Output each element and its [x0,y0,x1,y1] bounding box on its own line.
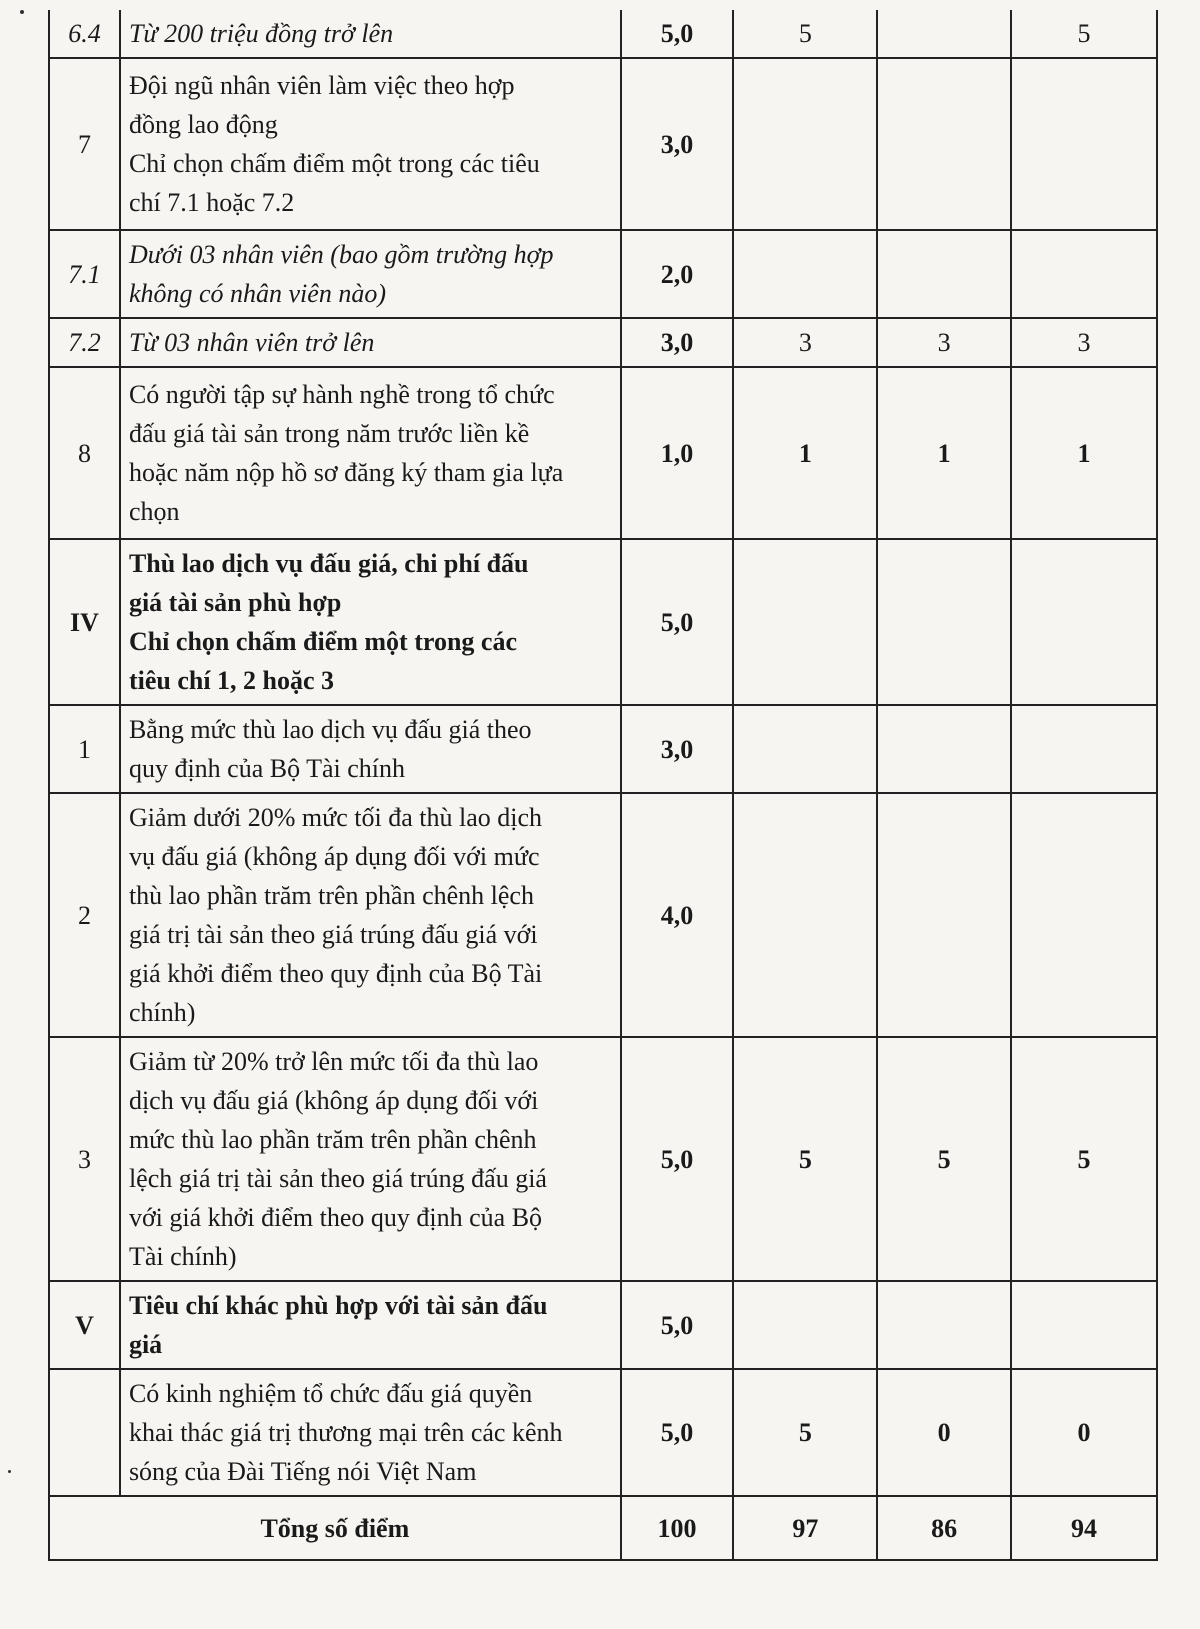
criterion-text [120,58,621,230]
score-bidder-1 [733,230,877,318]
total-row [49,1496,1157,1560]
criterion-text [120,318,621,367]
row-number: IV [49,539,120,705]
criterion-line: với giá khởi điểm theo quy định của Bộ [128,1203,543,1232]
criterion-text [120,367,621,539]
criterion-text [120,793,621,1037]
score-bidder-1 [733,793,877,1037]
row-number [49,1369,120,1496]
criterion-line: dịch vụ đấu giá (không áp dụng đối với [128,1086,539,1115]
criterion-line: Bằng mức thù lao dịch vụ đấu giá theo [128,715,532,744]
max-score: 5,0 [621,1281,734,1369]
total-label: Tổng số điểm [49,1496,621,1560]
criterion-line: Giảm từ 20% trở lên mức tối đa thù lao [128,1047,539,1076]
score-bidder-3: 0 [1011,1369,1157,1496]
total-score-bidder-1: 97 [733,1496,877,1560]
score-bidder-2 [877,10,1011,58]
criterion-line: hoặc năm nộp hồ sơ đăng ký tham gia lựa [128,458,564,487]
criterion-line: chọn [128,497,180,526]
max-score: 3,0 [621,705,734,793]
score-bidder-3: 5 [1011,10,1157,58]
row-number: 6.4 [49,10,120,58]
score-bidder-2 [877,539,1011,705]
score-bidder-3: 3 [1011,318,1157,367]
table-row [49,1369,1157,1496]
criterion-text [120,1369,621,1496]
criterion-line: Giảm dưới 20% mức tối đa thù lao dịch [128,803,543,832]
score-bidder-1 [733,539,877,705]
score-bidder-2 [877,58,1011,230]
row-number: 7 [49,58,120,230]
total-score-bidder-2: 86 [877,1496,1011,1560]
criterion-text [120,539,621,705]
max-score: 3,0 [621,58,734,230]
score-bidder-1: 5 [733,1037,877,1281]
score-bidder-3 [1011,1281,1157,1369]
table-row [49,1281,1157,1369]
max-score: 5,0 [621,1037,734,1281]
criterion-text [120,705,621,793]
score-bidder-3: 5 [1011,1037,1157,1281]
row-number: 2 [49,793,120,1037]
scan-speck [20,10,24,14]
max-score: 5,0 [621,10,734,58]
criterion-line: mức thù lao phần trăm trên phần chênh [128,1125,537,1154]
table-row [49,230,1157,318]
table-row [49,58,1157,230]
criterion-line: Tài chính) [128,1242,237,1271]
table-row [49,318,1157,367]
score-bidder-2: 3 [877,318,1011,367]
criterion-line: Từ 03 nhân viên trở lên [128,328,375,357]
criterion-text [120,1037,621,1281]
max-score: 2,0 [621,230,734,318]
table-row [49,367,1157,539]
row-number: 7.1 [49,230,120,318]
criterion-line: giá tài sản phù hợp [128,588,342,617]
max-score: 4,0 [621,793,734,1037]
criterion-line: Đội ngũ nhân viên làm việc theo hợp [128,71,515,100]
row-number: 3 [49,1037,120,1281]
score-bidder-3 [1011,230,1157,318]
table-row [49,793,1157,1037]
criterion-line: Chỉ chọn chấm điểm một trong các tiêu [128,149,540,178]
max-score: 5,0 [621,539,734,705]
criterion-text [120,10,621,58]
criterion-line: giá [128,1330,163,1359]
score-bidder-3 [1011,705,1157,793]
criterion-line: tiêu chí 1, 2 hoặc 3 [128,666,335,695]
max-score: 3,0 [621,318,734,367]
max-score: 5,0 [621,1369,734,1496]
criterion-text [120,230,621,318]
criterion-line: Dưới 03 nhân viên (bao gồm trường hợp [128,240,554,269]
criterion-line: khai thác giá trị thương mại trên các kênh [128,1418,563,1447]
score-bidder-1: 5 [733,10,877,58]
score-bidder-3 [1011,58,1157,230]
score-bidder-1 [733,705,877,793]
criterion-line: Có kinh nghiệm tổ chức đấu giá quyền [128,1379,533,1408]
score-bidder-2: 0 [877,1369,1011,1496]
criterion-line: giá khởi điểm theo quy định của Bộ Tài [128,959,543,988]
score-bidder-2 [877,793,1011,1037]
criterion-line: thù lao phần trăm trên phần chênh lệch [128,881,534,910]
total-score-bidder-3: 94 [1011,1496,1157,1560]
score-bidder-1: 1 [733,367,877,539]
criterion-line: không có nhân viên nào) [128,279,386,308]
scan-speck [8,1470,11,1473]
score-bidder-2 [877,1281,1011,1369]
score-bidder-1: 5 [733,1369,877,1496]
criterion-line: vụ đấu giá (không áp dụng đối với mức [128,842,540,871]
criterion-line: Tiêu chí khác phù hợp với tài sản đấu [128,1291,548,1320]
table-row [49,10,1157,58]
row-number: 8 [49,367,120,539]
table-row [49,1037,1157,1281]
scoring-table [48,10,1158,1561]
criterion-line: sóng của Đài Tiếng nói Việt Nam [128,1457,477,1486]
score-bidder-1 [733,58,877,230]
score-bidder-3 [1011,539,1157,705]
criterion-text [120,1281,621,1369]
row-number: V [49,1281,120,1369]
scoring-table-body [49,10,1157,1560]
score-bidder-2: 5 [877,1037,1011,1281]
score-bidder-2 [877,705,1011,793]
score-bidder-1 [733,1281,877,1369]
criterion-line: Từ 200 triệu đồng trở lên [128,19,394,48]
score-bidder-3 [1011,793,1157,1037]
score-bidder-1: 3 [733,318,877,367]
criterion-line: giá trị tài sản theo giá trúng đấu giá với [128,920,538,949]
criterion-line: Thù lao dịch vụ đấu giá, chi phí đấu [128,549,529,578]
criterion-line: lệch giá trị tài sản theo giá trúng đấu giá [128,1164,547,1193]
row-number: 7.2 [49,318,120,367]
criterion-line: Có người tập sự hành nghề trong tổ chức [128,380,555,409]
max-score: 1,0 [621,367,734,539]
criterion-line: chí 7.1 hoặc 7.2 [128,188,295,217]
score-bidder-2: 1 [877,367,1011,539]
criterion-line: quy định của Bộ Tài chính [128,754,406,783]
table-row [49,705,1157,793]
criterion-line: chính) [128,998,196,1027]
criterion-line: Chỉ chọn chấm điểm một trong các [128,627,517,656]
criterion-line: đấu giá tài sản trong năm trước liền kề [128,419,530,448]
score-bidder-3: 1 [1011,367,1157,539]
score-bidder-2 [877,230,1011,318]
row-number: 1 [49,705,120,793]
criterion-line: đồng lao động [128,110,278,139]
table-row [49,539,1157,705]
total-max-score: 100 [621,1496,734,1560]
